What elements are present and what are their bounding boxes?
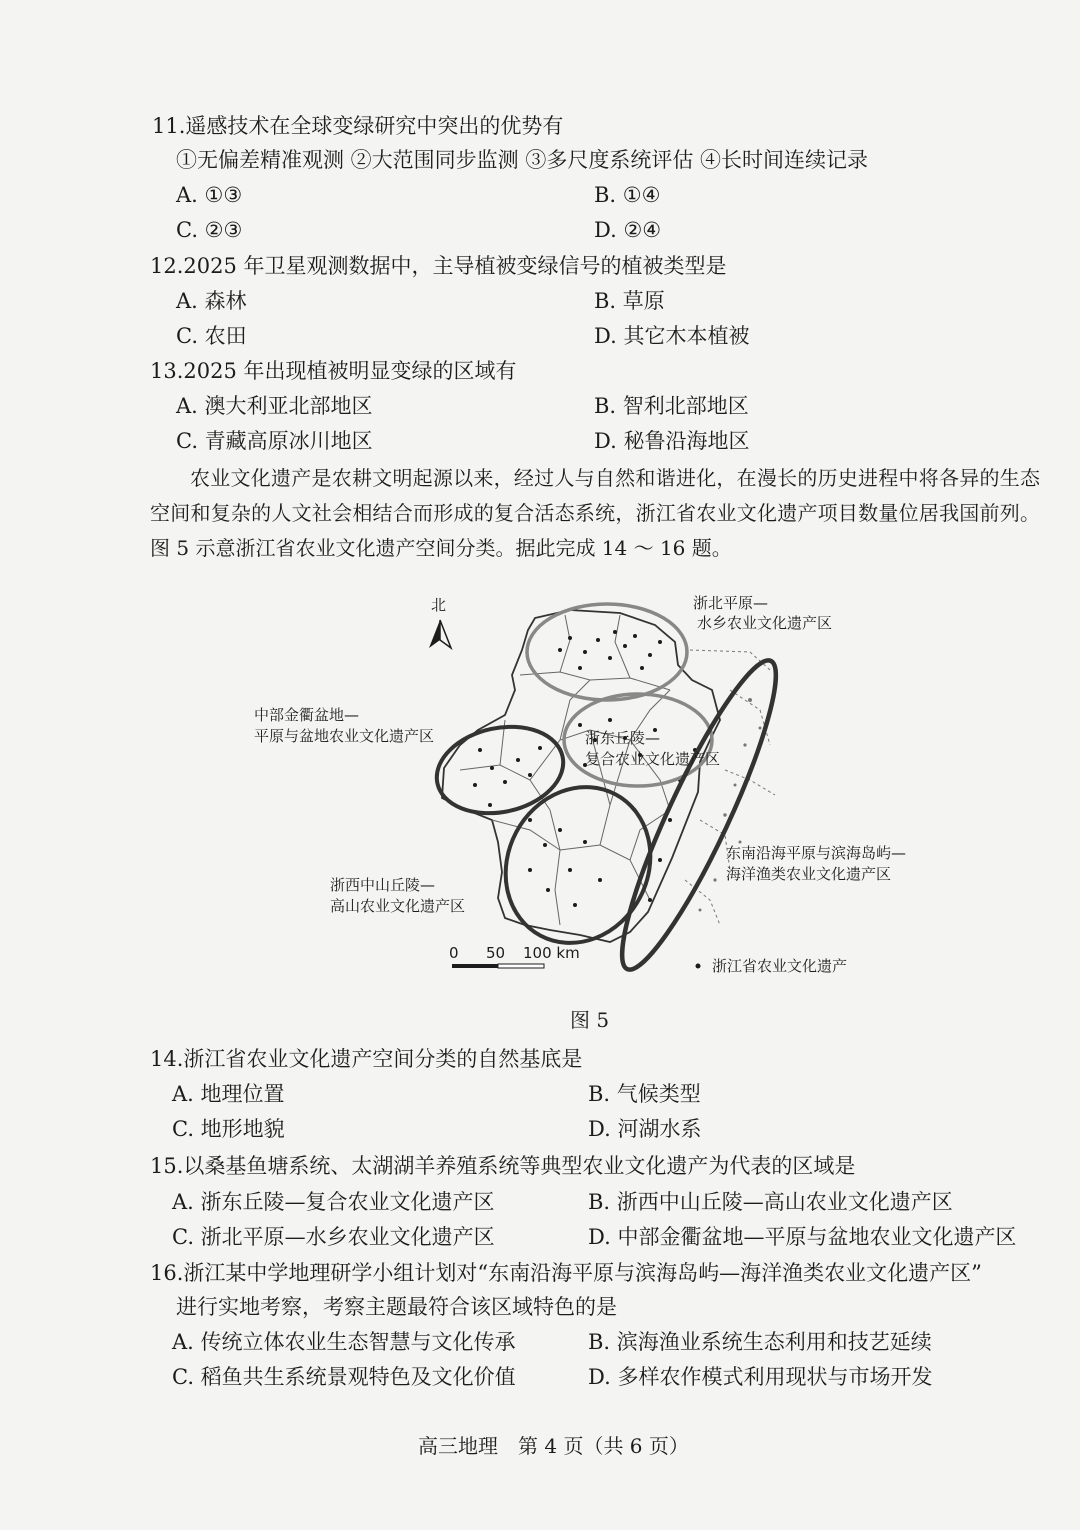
west-region-label-1: 浙西中山丘陵— — [330, 876, 436, 894]
scale-label-100: 100 km — [523, 944, 580, 962]
question-11-items: ①无偏差精准观测 ②大范围同步监测 ③多尺度系统评估 ④长时间连续记录 — [176, 148, 869, 172]
passage-text: 农业文化遗产是农耕文明起源以来，经过人与自然和谐进化，在漫长的历史进程中将各异的生态空间和复杂的人文社会相结合而形成的复合活态系统，浙江省农业文化遗产项目数量位居我国前列。图 5 示意浙江省农业文化遗产空间分类。据此完成 14 ～ 16 题。 — [150, 466, 1040, 560]
question-12-option-d: D. 其它木本植被 — [594, 324, 750, 348]
question-13-option-a: A. 澳大利亚北部地区 — [176, 394, 373, 418]
question-16-stem: 16.浙江某中学地理研学小组计划对“东南沿海平原与滨海岛屿—海洋渔类农业文化遗产区” — [150, 1261, 982, 1285]
question-14-option-a: A. 地理位置 — [172, 1082, 285, 1106]
question-12-stem: 12.2025 年卫星观测数据中，主导植被变绿信号的植被类型是 — [150, 254, 727, 278]
question-11-stem: 11.遥感技术在全球变绿研究中突出的优势有 — [152, 114, 564, 138]
north-arrow-icon — [429, 620, 451, 648]
question-15-option-c: C. 浙北平原—水乡农业文化遗产区 — [172, 1225, 495, 1249]
scale-label-50: 50 — [486, 944, 506, 962]
question-14-option-d: D. 河湖水系 — [588, 1117, 702, 1141]
figure-5-map — [230, 580, 920, 985]
scale-label-0: 0 — [449, 944, 459, 962]
north-region-label-2: 水乡农业文化遗产区 — [697, 614, 833, 632]
legend-dot-icon — [696, 964, 701, 969]
question-12-option-a: A. 森林 — [176, 289, 247, 313]
north-label: 北 — [431, 596, 447, 614]
passage — [150, 461, 1040, 566]
page-footer: 高三地理 第 4 页（共 6 页） — [418, 1434, 689, 1458]
question-14-option-c: C. 地形地貌 — [172, 1117, 285, 1141]
north-region-label-1: 浙北平原— — [693, 594, 769, 612]
question-16-stem-continued: 进行实地考察，考察主题最符合该区域特色的是 — [176, 1295, 617, 1319]
question-14-option-b: B. 气候类型 — [588, 1082, 701, 1106]
question-13-option-b: B. 智利北部地区 — [594, 394, 749, 418]
question-15-stem: 15.以桑基鱼塘系统、太湖湖羊养殖系统等典型农业文化遗产为代表的区域是 — [150, 1154, 856, 1178]
question-13-stem: 13.2025 年出现植被明显变绿的区域有 — [150, 359, 517, 383]
question-15-option-b: B. 浙西中山丘陵—高山农业文化遗产区 — [588, 1190, 953, 1214]
question-13-option-d: D. 秘鲁沿海地区 — [594, 429, 750, 453]
province-outline — [442, 610, 720, 942]
question-15-option-a: A. 浙东丘陵—复合农业文化遗产区 — [172, 1190, 495, 1214]
question-11-option-b: B. ①④ — [594, 183, 661, 207]
coast-region-label-2: 海洋渔类农业文化遗产区 — [726, 865, 892, 883]
question-12-option-b: B. 草原 — [594, 289, 665, 313]
question-14-stem: 14.浙江省农业文化遗产空间分类的自然基底是 — [150, 1047, 583, 1071]
question-16-option-a: A. 传统立体农业生态智慧与文化传承 — [172, 1330, 516, 1354]
coast-region-label-1: 东南沿海平原与滨海岛屿— — [726, 844, 907, 862]
central-region-label-2: 平原与盆地农业文化遗产区 — [254, 727, 435, 745]
question-16-option-c: C. 稻鱼共生系统景观特色及文化价值 — [172, 1365, 516, 1389]
scale-bar — [452, 964, 544, 968]
question-16-option-b: B. 滨海渔业系统生态利用和技艺延续 — [588, 1330, 932, 1354]
east-region-label-2: 复合农业文化遗产区 — [585, 750, 721, 768]
question-11-option-d: D. ②④ — [594, 218, 662, 242]
figure-caption: 图 5 — [570, 1008, 610, 1032]
legend-label: 浙江省农业文化遗产 — [712, 957, 848, 975]
central-region-label-1: 中部金衢盆地— — [254, 706, 360, 724]
west-region-label-2: 高山农业文化遗产区 — [330, 897, 466, 915]
question-12-option-c: C. 农田 — [176, 324, 247, 348]
east-region-label-1: 浙东丘陵— — [585, 729, 661, 747]
question-16-option-d: D. 多样农作模式利用现状与市场开发 — [588, 1365, 933, 1389]
question-13-option-c: C. 青藏高原冰川地区 — [176, 429, 373, 453]
question-11-option-c: C. ②③ — [176, 218, 243, 242]
question-15-option-d: D. 中部金衢盆地—平原与盆地农业文化遗产区 — [588, 1225, 1017, 1249]
question-11-option-a: A. ①③ — [176, 183, 243, 207]
